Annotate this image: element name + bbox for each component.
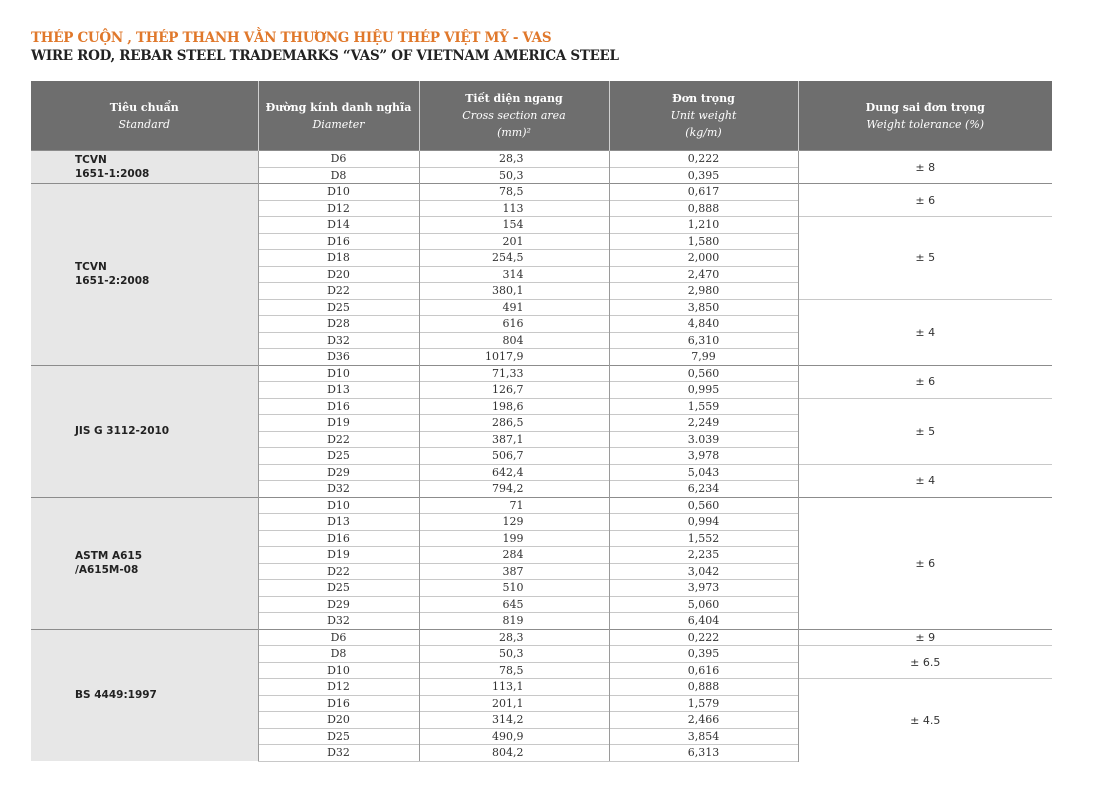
cross-section-cell: 50,3 bbox=[419, 167, 609, 184]
unit-weight-cell: 3,973 bbox=[609, 580, 798, 597]
tolerance-cell: ± 5 bbox=[798, 398, 1052, 464]
unit-weight-cell: 0,560 bbox=[609, 365, 798, 382]
cross-section-cell: 284 bbox=[419, 547, 609, 564]
unit-weight-cell: 2,249 bbox=[609, 415, 798, 432]
cross-section-cell: 804,2 bbox=[419, 745, 609, 762]
diameter-cell: D18 bbox=[258, 250, 419, 267]
unit-weight-cell: 0,617 bbox=[609, 184, 798, 201]
diameter-cell: D13 bbox=[258, 382, 419, 399]
unit-weight-cell: 5,043 bbox=[609, 464, 798, 481]
diameter-cell: D16 bbox=[258, 233, 419, 250]
cross-section-cell: 387 bbox=[419, 563, 609, 580]
unit-weight-cell: 1,552 bbox=[609, 530, 798, 547]
tolerance-cell: ± 5 bbox=[798, 217, 1052, 300]
standard-cell: BS 4449:1997 bbox=[31, 629, 258, 761]
unit-weight-cell: 2,466 bbox=[609, 712, 798, 729]
cross-section-cell: 491 bbox=[419, 299, 609, 316]
unit-weight-cell: 1,559 bbox=[609, 398, 798, 415]
table-body bbox=[31, 151, 1052, 762]
diameter-cell: D28 bbox=[258, 316, 419, 333]
diameter-cell: D32 bbox=[258, 613, 419, 630]
diameter-cell: D36 bbox=[258, 349, 419, 366]
unit-weight-cell: 6,404 bbox=[609, 613, 798, 630]
unit-weight-cell: 2,000 bbox=[609, 250, 798, 267]
cross-section-cell: 286,5 bbox=[419, 415, 609, 432]
cross-section-cell: 201,1 bbox=[419, 695, 609, 712]
cross-section-cell: 199 bbox=[419, 530, 609, 547]
cross-section-cell: 616 bbox=[419, 316, 609, 333]
unit-weight-cell: 6,310 bbox=[609, 332, 798, 349]
diameter-cell: D8 bbox=[258, 646, 419, 663]
cross-section-cell: 129 bbox=[419, 514, 609, 531]
unit-weight-cell: 3,854 bbox=[609, 728, 798, 745]
cross-section-cell: 198,6 bbox=[419, 398, 609, 415]
unit-weight-cell: 0,395 bbox=[609, 167, 798, 184]
diameter-cell: D32 bbox=[258, 481, 419, 498]
diameter-cell: D16 bbox=[258, 398, 419, 415]
diameter-cell: D20 bbox=[258, 266, 419, 283]
standard-cell: ASTM A615 /A615M-08 bbox=[31, 497, 258, 629]
title-vietnamese: THÉP CUỘN , THÉP THANH VẰN THƯƠNG HIỆU THÉP VIỆT MỸ - VAS bbox=[31, 30, 552, 46]
unit-weight-cell: 0,995 bbox=[609, 382, 798, 399]
standard-cell: TCVN 1651-2:2008 bbox=[31, 184, 258, 366]
diameter-cell: D16 bbox=[258, 695, 419, 712]
unit-weight-cell: 7,99 bbox=[609, 349, 798, 366]
table-row bbox=[31, 184, 1052, 201]
diameter-cell: D25 bbox=[258, 728, 419, 745]
header-diameter: Đường kính danh nghĩa Diameter bbox=[258, 81, 419, 151]
cross-section-cell: 314 bbox=[419, 266, 609, 283]
cross-section-cell: 28,3 bbox=[419, 151, 609, 168]
unit-weight-cell: 0,560 bbox=[609, 497, 798, 514]
cross-section-cell: 254,5 bbox=[419, 250, 609, 267]
unit-weight-cell: 3.039 bbox=[609, 431, 798, 448]
diameter-cell: D10 bbox=[258, 184, 419, 201]
unit-weight-cell: 4,840 bbox=[609, 316, 798, 333]
unit-weight-cell: 3,042 bbox=[609, 563, 798, 580]
table-row bbox=[31, 497, 1052, 514]
diameter-cell: D32 bbox=[258, 745, 419, 762]
cross-section-cell: 78,5 bbox=[419, 184, 609, 201]
table-row bbox=[31, 365, 1052, 382]
cross-section-cell: 510 bbox=[419, 580, 609, 597]
tolerance-cell: ± 8 bbox=[798, 151, 1052, 184]
cross-section-cell: 490,9 bbox=[419, 728, 609, 745]
diameter-cell: D13 bbox=[258, 514, 419, 531]
standard-cell: TCVN 1651-1:2008 bbox=[31, 151, 258, 184]
tolerance-cell: ± 4 bbox=[798, 299, 1052, 365]
unit-weight-cell: 2,235 bbox=[609, 547, 798, 564]
unit-weight-cell: 0,222 bbox=[609, 629, 798, 646]
cross-section-cell: 387,1 bbox=[419, 431, 609, 448]
cross-section-cell: 804 bbox=[419, 332, 609, 349]
cross-section-cell: 71,33 bbox=[419, 365, 609, 382]
title-english: WIRE ROD, REBAR STEEL TRADEMARKS “VAS” OF VIETNAM AMERICA STEEL bbox=[31, 48, 619, 64]
diameter-cell: D19 bbox=[258, 415, 419, 432]
cross-section-cell: 1017,9 bbox=[419, 349, 609, 366]
diameter-cell: D25 bbox=[258, 299, 419, 316]
diameter-cell: D6 bbox=[258, 151, 419, 168]
diameter-cell: D32 bbox=[258, 332, 419, 349]
diameter-cell: D12 bbox=[258, 200, 419, 217]
unit-weight-cell: 2,980 bbox=[609, 283, 798, 300]
unit-weight-cell: 1,210 bbox=[609, 217, 798, 234]
unit-weight-cell: 1,579 bbox=[609, 695, 798, 712]
unit-weight-cell: 2,470 bbox=[609, 266, 798, 283]
cross-section-cell: 314,2 bbox=[419, 712, 609, 729]
unit-weight-cell: 1,580 bbox=[609, 233, 798, 250]
cross-section-cell: 126,7 bbox=[419, 382, 609, 399]
tolerance-cell: ± 6 bbox=[798, 365, 1052, 398]
unit-weight-cell: 0,888 bbox=[609, 679, 798, 696]
unit-weight-cell: 0,395 bbox=[609, 646, 798, 663]
tolerance-cell: ± 4.5 bbox=[798, 679, 1052, 762]
diameter-cell: D14 bbox=[258, 217, 419, 234]
cross-section-cell: 113 bbox=[419, 200, 609, 217]
cross-section-cell: 380,1 bbox=[419, 283, 609, 300]
diameter-cell: D20 bbox=[258, 712, 419, 729]
tolerance-cell: ± 4 bbox=[798, 464, 1052, 497]
unit-weight-cell: 3,978 bbox=[609, 448, 798, 465]
unit-weight-cell: 6,313 bbox=[609, 745, 798, 762]
diameter-cell: D25 bbox=[258, 580, 419, 597]
diameter-cell: D25 bbox=[258, 448, 419, 465]
tolerance-cell: ± 9 bbox=[798, 629, 1052, 646]
cross-section-cell: 794,2 bbox=[419, 481, 609, 498]
diameter-cell: D22 bbox=[258, 283, 419, 300]
unit-weight-cell: 0,888 bbox=[609, 200, 798, 217]
unit-weight-cell: 0,994 bbox=[609, 514, 798, 531]
cross-section-cell: 819 bbox=[419, 613, 609, 630]
table-header-row bbox=[31, 81, 1052, 151]
cross-section-cell: 642,4 bbox=[419, 464, 609, 481]
cross-section-cell: 28,3 bbox=[419, 629, 609, 646]
steel-spec-table bbox=[31, 81, 1052, 762]
unit-weight-cell: 5,060 bbox=[609, 596, 798, 613]
unit-weight-cell: 6,234 bbox=[609, 481, 798, 498]
header-standard: Tiêu chuẩn Standard bbox=[31, 81, 258, 151]
diameter-cell: D6 bbox=[258, 629, 419, 646]
cross-section-cell: 154 bbox=[419, 217, 609, 234]
diameter-cell: D16 bbox=[258, 530, 419, 547]
diameter-cell: D29 bbox=[258, 596, 419, 613]
table-row bbox=[31, 151, 1052, 168]
diameter-cell: D10 bbox=[258, 662, 419, 679]
tolerance-cell: ± 6 bbox=[798, 497, 1052, 629]
cross-section-cell: 78,5 bbox=[419, 662, 609, 679]
unit-weight-cell: 0,616 bbox=[609, 662, 798, 679]
diameter-cell: D12 bbox=[258, 679, 419, 696]
diameter-cell: D29 bbox=[258, 464, 419, 481]
table-row bbox=[31, 629, 1052, 646]
cross-section-cell: 645 bbox=[419, 596, 609, 613]
header-weight-tolerance: Dung sai đơn trọng Weight tolerance (%) bbox=[798, 81, 1052, 151]
cross-section-cell: 71 bbox=[419, 497, 609, 514]
header-cross-section: Tiết diện ngang Cross section area (mm)² bbox=[419, 81, 609, 151]
diameter-cell: D19 bbox=[258, 547, 419, 564]
tolerance-cell: ± 6.5 bbox=[798, 646, 1052, 679]
standard-cell: JIS G 3112-2010 bbox=[31, 365, 258, 497]
diameter-cell: D22 bbox=[258, 431, 419, 448]
tolerance-cell: ± 6 bbox=[798, 184, 1052, 217]
unit-weight-cell: 3,850 bbox=[609, 299, 798, 316]
cross-section-cell: 50,3 bbox=[419, 646, 609, 663]
header-unit-weight: Đơn trọng Unit weight (kg/m) bbox=[609, 81, 798, 151]
cross-section-cell: 201 bbox=[419, 233, 609, 250]
unit-weight-cell: 0,222 bbox=[609, 151, 798, 168]
cross-section-cell: 113,1 bbox=[419, 679, 609, 696]
cross-section-cell: 506,7 bbox=[419, 448, 609, 465]
diameter-cell: D22 bbox=[258, 563, 419, 580]
diameter-cell: D10 bbox=[258, 365, 419, 382]
diameter-cell: D10 bbox=[258, 497, 419, 514]
diameter-cell: D8 bbox=[258, 167, 419, 184]
